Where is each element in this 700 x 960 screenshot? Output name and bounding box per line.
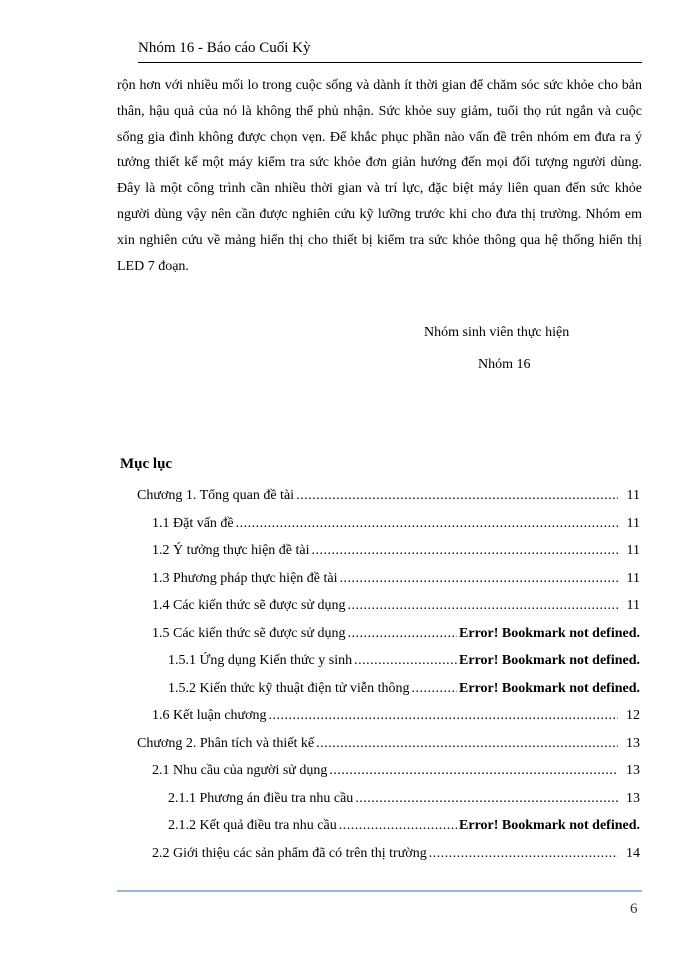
- toc-entry[interactable]: [137, 736, 640, 756]
- toc-leader: [429, 846, 618, 862]
- toc-entry[interactable]: [168, 791, 640, 811]
- toc-entry-title: 1.5 Các kiến thức sẽ được sử dụng: [152, 625, 346, 641]
- toc-entry-title: 1.5.2 Kiến thức kỹ thuật điện tử viễn thông: [168, 680, 410, 696]
- signature-line-1: Nhóm sinh viên thực hiện: [424, 325, 570, 340]
- toc-entry-page: 12: [626, 708, 640, 723]
- page-header: [138, 38, 642, 63]
- toc-heading: Mục lục: [120, 456, 173, 472]
- toc-entry-title: 1.2 Ý tưởng thực hiện đề tài: [152, 543, 310, 558]
- toc-entry[interactable]: [152, 708, 640, 728]
- toc-leader: [312, 543, 619, 559]
- toc-entry-title: 2.1 Nhu cầu của người sử dụng: [152, 763, 328, 778]
- page-number: 6: [630, 901, 638, 917]
- toc-entry-title: Chương 1. Tổng quan đề tài: [137, 488, 295, 503]
- toc-entry-title: 1.1 Đặt vấn đề: [152, 515, 234, 531]
- toc-entry[interactable]: [152, 763, 640, 783]
- toc-entry-title: 2.2 Giới thiệu các sản phẩm đã có trên thị trường: [152, 845, 427, 861]
- toc-entry[interactable]: [168, 653, 640, 673]
- toc-leader: [296, 488, 618, 504]
- toc-entry-page: 13: [626, 735, 640, 751]
- toc-entry-page: 11: [626, 488, 640, 503]
- toc-entry[interactable]: [152, 516, 640, 536]
- toc-entry-error: Error! Bookmark not defined.: [459, 653, 640, 668]
- toc-leader: [354, 653, 457, 669]
- toc-entry-error: Error! Bookmark not defined.: [459, 818, 640, 833]
- toc-entry-title: 1.4 Các kiến thức sẽ được sử dụng: [152, 598, 346, 613]
- toc-entry[interactable]: [152, 846, 640, 866]
- toc-entry-title: Chương 2. Phân tích và thiết kế: [137, 735, 315, 751]
- toc-entry-title: 2.1.2 Kết quả điều tra nhu cầu: [168, 818, 337, 833]
- toc-entry-error: Error! Bookmark not defined.: [459, 680, 640, 696]
- toc-entry[interactable]: [168, 681, 640, 701]
- toc-leader: [269, 708, 618, 724]
- toc-leader: [347, 626, 457, 642]
- toc-entry-page: 11: [626, 543, 640, 558]
- toc-entry[interactable]: [152, 543, 640, 563]
- toc-leader: [340, 571, 619, 587]
- signature-line-2: Nhóm 16: [478, 357, 531, 372]
- toc-leader: [329, 763, 618, 779]
- toc-leader: [316, 736, 618, 752]
- toc-entry-title: 1.3 Phương pháp thực hiện đề tài: [152, 570, 338, 586]
- toc-entry-title: 1.6 Kết luận chương: [152, 708, 267, 723]
- toc-entry-page: 14: [626, 845, 640, 861]
- toc-entry-page: 13: [626, 790, 640, 806]
- header-title: Nhóm 16 - Báo cáo Cuối Kỳ: [138, 40, 311, 56]
- toc-entry-page: 11: [626, 598, 640, 613]
- toc-leader: [347, 598, 618, 614]
- toc-entry[interactable]: [152, 571, 640, 591]
- toc-entry-page: 11: [626, 570, 640, 586]
- toc-entry-title: 2.1.1 Phương án điều tra nhu cầu: [168, 790, 354, 806]
- toc-entry[interactable]: [168, 818, 640, 838]
- toc-entry-page: 13: [626, 763, 640, 778]
- toc-entry-error: Error! Bookmark not defined.: [459, 625, 640, 641]
- toc-leader: [411, 681, 457, 697]
- toc-entry-title: 1.5.1 Ứng dụng Kiến thức y sinh: [168, 653, 353, 668]
- footer-rule: [117, 890, 642, 892]
- toc-entry[interactable]: [152, 626, 640, 646]
- toc-entry[interactable]: [152, 598, 640, 618]
- toc-leader: [355, 791, 618, 807]
- toc-entry[interactable]: [137, 488, 640, 508]
- toc-leader: [339, 818, 457, 834]
- toc-entry-page: 11: [626, 515, 640, 531]
- toc-leader: [236, 516, 618, 532]
- body-paragraph: rộn hơn với nhiều mối lo trong cuộc sống và dành ít thời gian để chăm sóc sức khỏe cho bản thân, hậu quả của nó là không thể phủ nhận. Sức khỏe suy giảm, tuổi thọ rút ngắn và cuộc sống gia đình không được chọn vẹn. Để khắc phục phần nào vấn đề trên nhóm em đưa ra ý tưởng thiết kế một máy kiểm tra sức khỏe đơn giản hướng đến mọi đối tượng người dùng. Đây là một công trình cần nhiều thời gian và trí lực, đặc biệt máy liên quan đến sức khỏe người dùng vậy nên cần được nghiên cứu kỹ lưỡng trước khi cho đưa thị trường. Nhóm em xin nghiên cứu về mảng hiển thị cho thiết bị kiểm tra sức khỏe thông qua hệ thống hiển thị LED 7 đoạn.: [117, 78, 642, 274]
